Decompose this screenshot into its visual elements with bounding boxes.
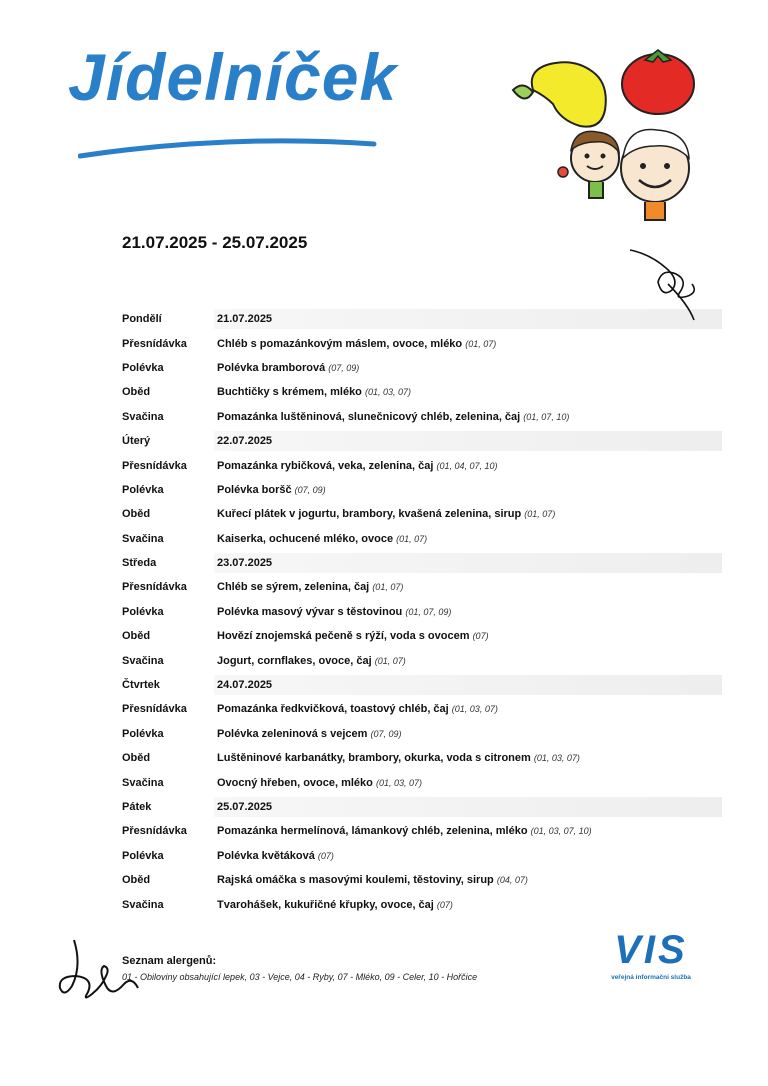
meal-type: Přesnídávka	[122, 703, 187, 716]
meal-text: Kaiserka, ochucené mléko, ovoce	[217, 532, 394, 545]
day-header-row	[122, 673, 722, 697]
meal-text: Pomazánka ředkvičková, toastový chléb, čaj	[217, 703, 449, 716]
day-name: Úterý	[122, 435, 151, 448]
meal-text: Chléb s pomazánkovým máslem, ovoce, mléko	[217, 337, 463, 350]
meal-description	[217, 386, 722, 398]
meal-row	[122, 380, 722, 404]
meal-allergens: (01, 07)	[374, 655, 406, 666]
meal-row	[122, 600, 722, 624]
meal-description	[217, 703, 722, 715]
meal-description	[217, 825, 722, 837]
meal-row	[122, 502, 722, 526]
allergen-legend-text: 01 - Obiloviny obsahující lepek, 03 - Vejce, 04 - Ryby, 07 - Mléko, 09 - Celer, 10 - Hořčice	[122, 972, 478, 982]
meal-row	[122, 868, 722, 892]
day-name: Pondělí	[122, 313, 162, 326]
meal-description	[217, 484, 722, 496]
day-header-row	[122, 429, 722, 453]
meal-allergens: (07, 09)	[328, 362, 360, 373]
meal-row	[122, 478, 722, 502]
meal-type: Svačina	[122, 898, 164, 911]
meal-allergens: (07, 09)	[370, 728, 402, 739]
meal-text: Ovocný hřeben, ovoce, mléko	[217, 776, 373, 789]
kids-with-fruit-illustration	[505, 40, 705, 225]
meal-type: Svačina	[122, 654, 164, 667]
meal-allergens: (01, 03, 07)	[451, 704, 498, 715]
meal-description	[217, 850, 722, 862]
meal-allergens: (07, 09)	[294, 484, 326, 495]
meal-row	[122, 697, 722, 721]
meal-text: Hovězí znojemská pečeně s rýží, voda s ovocem	[217, 630, 470, 643]
day-date: 24.07.2025	[217, 679, 273, 692]
meal-row	[122, 892, 722, 916]
meal-text: Tvarohášek, kukuřičné křupky, ovoce, čaj	[217, 898, 434, 911]
day-date: 21.07.2025	[217, 313, 273, 326]
meal-description	[217, 533, 722, 545]
meal-allergens: (01, 07)	[396, 533, 428, 544]
meal-row	[122, 331, 722, 355]
meal-row	[122, 624, 722, 648]
meal-type: Přesnídávka	[122, 581, 187, 594]
meal-allergens: (07)	[436, 899, 453, 910]
day-header-row	[122, 551, 722, 575]
meal-type: Polévka	[122, 605, 164, 618]
meal-row	[122, 819, 722, 843]
meal-type: Polévka	[122, 727, 164, 740]
meal-row	[122, 575, 722, 599]
meal-type: Oběd	[122, 752, 151, 765]
meal-text: Polévka bramborová	[217, 361, 326, 374]
meal-row	[122, 844, 722, 868]
meal-text: Polévka boršč	[217, 483, 292, 496]
meal-row	[122, 746, 722, 770]
meal-description	[217, 728, 722, 740]
meal-text: Polévka zeleninová s vejcem	[217, 727, 368, 740]
meal-type: Přesnídávka	[122, 337, 187, 350]
meal-type: Oběd	[122, 874, 151, 887]
meal-allergens: (07)	[472, 631, 489, 642]
signature-bottom	[54, 936, 144, 1006]
day-name: Pátek	[122, 801, 152, 813]
meal-row	[122, 648, 722, 672]
meal-text: Pomazánka luštěninová, slunečnicový chléb, zelenina, čaj	[217, 410, 521, 423]
meal-type: Oběd	[122, 630, 151, 643]
meal-allergens: (01, 04, 07, 10)	[436, 460, 498, 471]
day-name: Středa	[122, 557, 157, 570]
meal-type: Polévka	[122, 849, 164, 862]
meal-text: Polévka masový vývar s těstovinou	[217, 605, 403, 618]
meal-allergens: (01, 03, 07)	[364, 387, 411, 398]
meal-description	[217, 362, 722, 374]
meal-type: Polévka	[122, 361, 164, 374]
meal-allergens: (01, 07, 10)	[523, 411, 570, 422]
meal-type: Přesnídávka	[122, 459, 187, 472]
meal-text: Jogurt, cornflakes, ovoce, čaj	[217, 654, 372, 667]
meal-row	[122, 770, 722, 794]
meal-type: Oběd	[122, 386, 151, 399]
meal-row	[122, 405, 722, 429]
day-date: 25.07.2025	[217, 801, 273, 813]
meal-allergens: (04, 07)	[496, 875, 528, 886]
page-title: Jídelníček	[68, 40, 398, 114]
meal-type: Svačina	[122, 532, 164, 545]
meal-row	[122, 527, 722, 551]
meal-row	[122, 722, 722, 746]
meal-text: Pomazánka rybičková, veka, zelenina, čaj	[217, 459, 434, 472]
meal-type: Svačina	[122, 776, 164, 789]
allergen-legend-heading: Seznam alergenů:	[122, 955, 217, 967]
allergen-legend	[122, 955, 477, 982]
meal-description	[217, 338, 722, 350]
meal-description	[217, 752, 722, 764]
meal-allergens: (01, 03, 07)	[533, 753, 580, 764]
day-header-row	[122, 307, 722, 331]
meal-allergens: (01, 07)	[524, 509, 556, 520]
meal-description	[217, 630, 722, 642]
meal-type: Polévka	[122, 483, 164, 496]
meal-allergens: (01, 03, 07)	[375, 777, 422, 788]
meal-description	[217, 460, 722, 472]
meal-allergens: (01, 07)	[465, 338, 497, 349]
meal-text: Rajská omáčka s masovými koulemi, těstoviny, sirup	[217, 874, 494, 887]
meal-allergens: (07)	[317, 850, 334, 861]
meal-type: Přesnídávka	[122, 825, 187, 838]
day-header-row	[122, 795, 722, 819]
meal-allergens: (01, 03, 07, 10)	[530, 826, 592, 837]
meal-description	[217, 606, 722, 618]
vis-logo	[596, 930, 706, 981]
date-range: 21.07.2025 - 25.07.2025	[122, 233, 308, 252]
meal-text: Kuřecí plátek v jogurtu, brambory, kvašená zelenina, sirup	[217, 508, 522, 521]
meal-description	[217, 899, 722, 911]
day-name: Čtvrtek	[122, 679, 160, 692]
meal-row	[122, 356, 722, 380]
meal-description	[217, 655, 722, 667]
meal-description	[217, 874, 722, 886]
vis-logo-text: VIS	[614, 928, 688, 972]
meal-allergens: (01, 07, 09)	[405, 606, 452, 617]
day-date: 22.07.2025	[217, 435, 273, 448]
meal-text: Polévka květáková	[217, 849, 315, 862]
vis-logo-tagline: veřejná informační služba	[611, 974, 691, 981]
meal-row	[122, 453, 722, 477]
meal-description	[217, 411, 722, 423]
meal-description	[217, 777, 722, 789]
meal-text: Buchtičky s krémem, mléko	[217, 386, 362, 399]
meal-type: Oběd	[122, 508, 151, 521]
meal-allergens: (01, 07)	[372, 582, 404, 593]
meal-type: Svačina	[122, 410, 164, 423]
meal-text: Chléb se sýrem, zelenina, čaj	[217, 581, 370, 594]
meal-description	[217, 581, 722, 593]
menu-table	[122, 307, 722, 917]
meal-text: Luštěninové karbanátky, brambory, okurka, voda s citronem	[217, 752, 531, 765]
meal-text: Pomazánka hermelínová, lámankový chléb, zelenina, mléko	[217, 825, 528, 838]
meal-description	[217, 508, 722, 520]
title-underline-swoosh	[78, 136, 378, 166]
day-date: 23.07.2025	[217, 557, 273, 570]
